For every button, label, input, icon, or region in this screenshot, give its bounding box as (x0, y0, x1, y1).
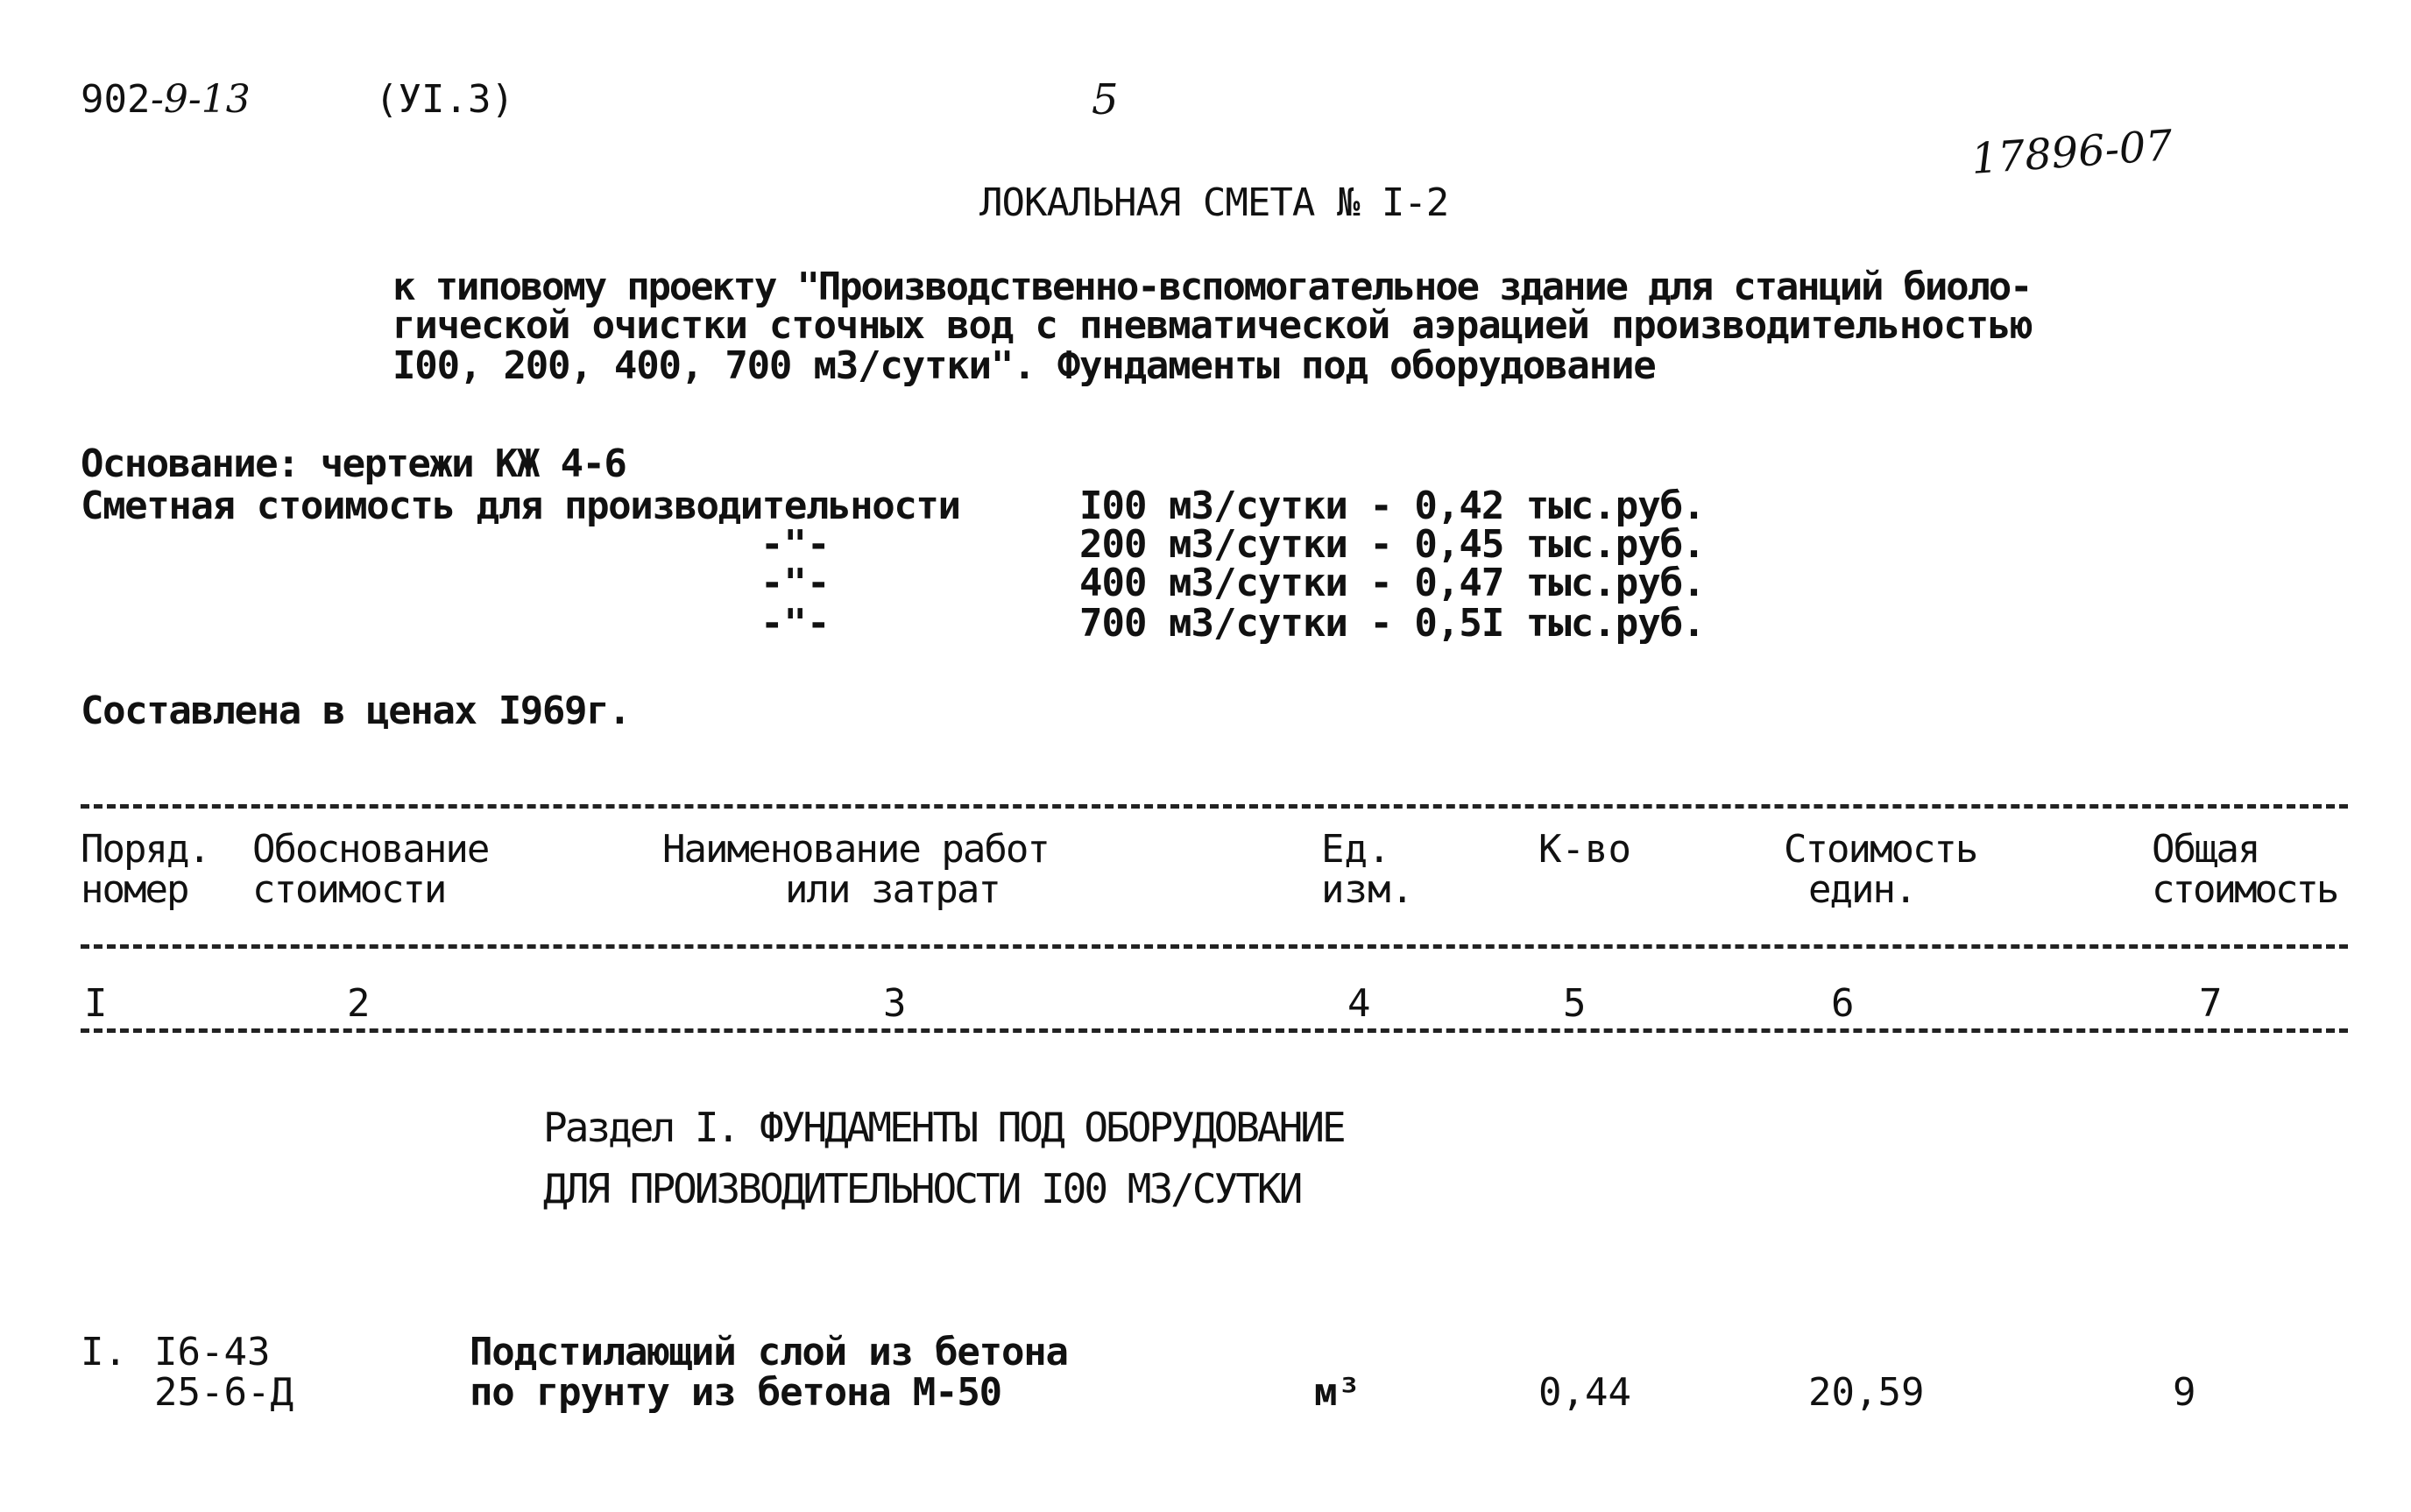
col-header-total-1: Общая (2152, 827, 2259, 872)
document-title: ЛОКАЛЬНАЯ СМЕТА № I-2 (979, 180, 1449, 225)
table-rule-middle (81, 944, 2348, 949)
col-number-4: 4 (1347, 981, 1371, 1026)
page-number: 5 (1092, 75, 1119, 124)
row-number: I. (81, 1330, 127, 1374)
section-title-2: ДЛЯ ПРОИЗВОДИТЕЛЬНОСТИ I00 МЗ/СУТКИ (543, 1165, 1301, 1212)
doc-code-hand: -9-13 (151, 77, 251, 122)
cost-value-4: 700 м3/сутки - 0,5I тыс.руб. (1079, 601, 1705, 646)
doc-code-print: 902 (81, 77, 151, 122)
cost-label-2: -"- (760, 522, 831, 567)
row-basis-1: I6-43 (154, 1330, 271, 1374)
col-number-5: 5 (1563, 981, 1587, 1026)
col-header-name-1: Наименование работ (662, 827, 1049, 872)
row-qty: 0,44 (1538, 1370, 1631, 1415)
basis-note: Основание: чертежи КЖ 4-6 (81, 442, 626, 486)
col-header-total-2: стоимость (2152, 867, 2337, 912)
table-rule-top (81, 804, 2348, 809)
row-total: 9 (2173, 1370, 2196, 1415)
row-unit: м³ (1314, 1370, 1361, 1415)
row-unit-cost: 20,59 (1808, 1370, 1925, 1415)
col-number-7: 7 (2199, 981, 2223, 1026)
compiled-note: Составлена в ценах I969г. (81, 689, 631, 733)
row-basis-2: 25-6-Д (154, 1370, 293, 1415)
cost-label-3: -"- (760, 561, 831, 605)
row-name-1: Подстилающий слой из бетона (470, 1330, 1068, 1374)
section-title-1: Раздел I. ФУНДАМЕНТЫ ПОД ОБОРУДОВАНИЕ (543, 1104, 1344, 1151)
col-number-2: 2 (347, 981, 371, 1026)
cost-value-1: I00 м3/сутки - 0,42 тыс.руб. (1079, 484, 1705, 528)
subtitle-line-1: к типовому проекту "Производственно-вспомогательное здание для станций биоло- (392, 265, 2032, 309)
col-header-num-1: Поряд. (81, 827, 209, 872)
col-header-name-2: или затрат (785, 867, 1000, 912)
col-header-qty: К-во (1538, 827, 1631, 872)
col-number-3: 3 (883, 981, 907, 1026)
col-header-unit-1: Ед. (1321, 827, 1391, 872)
cost-value-3: 400 м3/сутки - 0,47 тыс.руб. (1079, 561, 1705, 605)
col-header-unit-2: изм. (1321, 867, 1414, 912)
col-header-unit-cost-2: един. (1808, 867, 1916, 912)
col-header-basis-2: стоимости (252, 867, 446, 912)
doc-part: (УI.3) (375, 77, 514, 122)
col-header-unit-cost-1: Стоимость (1784, 827, 1977, 872)
table-rule-numbers (81, 1028, 2348, 1033)
archive-number: 17896-07 (1969, 121, 2174, 184)
subtitle-line-2: гической очистки сточных вод с пневматической аэрацией производительностью (392, 303, 2033, 348)
row-name-2: по грунту из бетона М-50 (470, 1370, 1001, 1415)
cost-label-1: Сметная стоимость для производительности (81, 484, 960, 528)
col-number-1: I (84, 981, 108, 1026)
col-number-6: 6 (1831, 981, 1855, 1026)
cost-label-4: -"- (760, 601, 831, 646)
cost-value-2: 200 м3/сутки - 0,45 тыс.руб. (1079, 522, 1705, 567)
col-header-basis-1: Обоснование (252, 827, 489, 872)
col-header-num-2: номер (81, 867, 188, 912)
subtitle-line-3: I00, 200, 400, 700 м3/сутки". Фундаменты под оборудование (392, 343, 1656, 388)
